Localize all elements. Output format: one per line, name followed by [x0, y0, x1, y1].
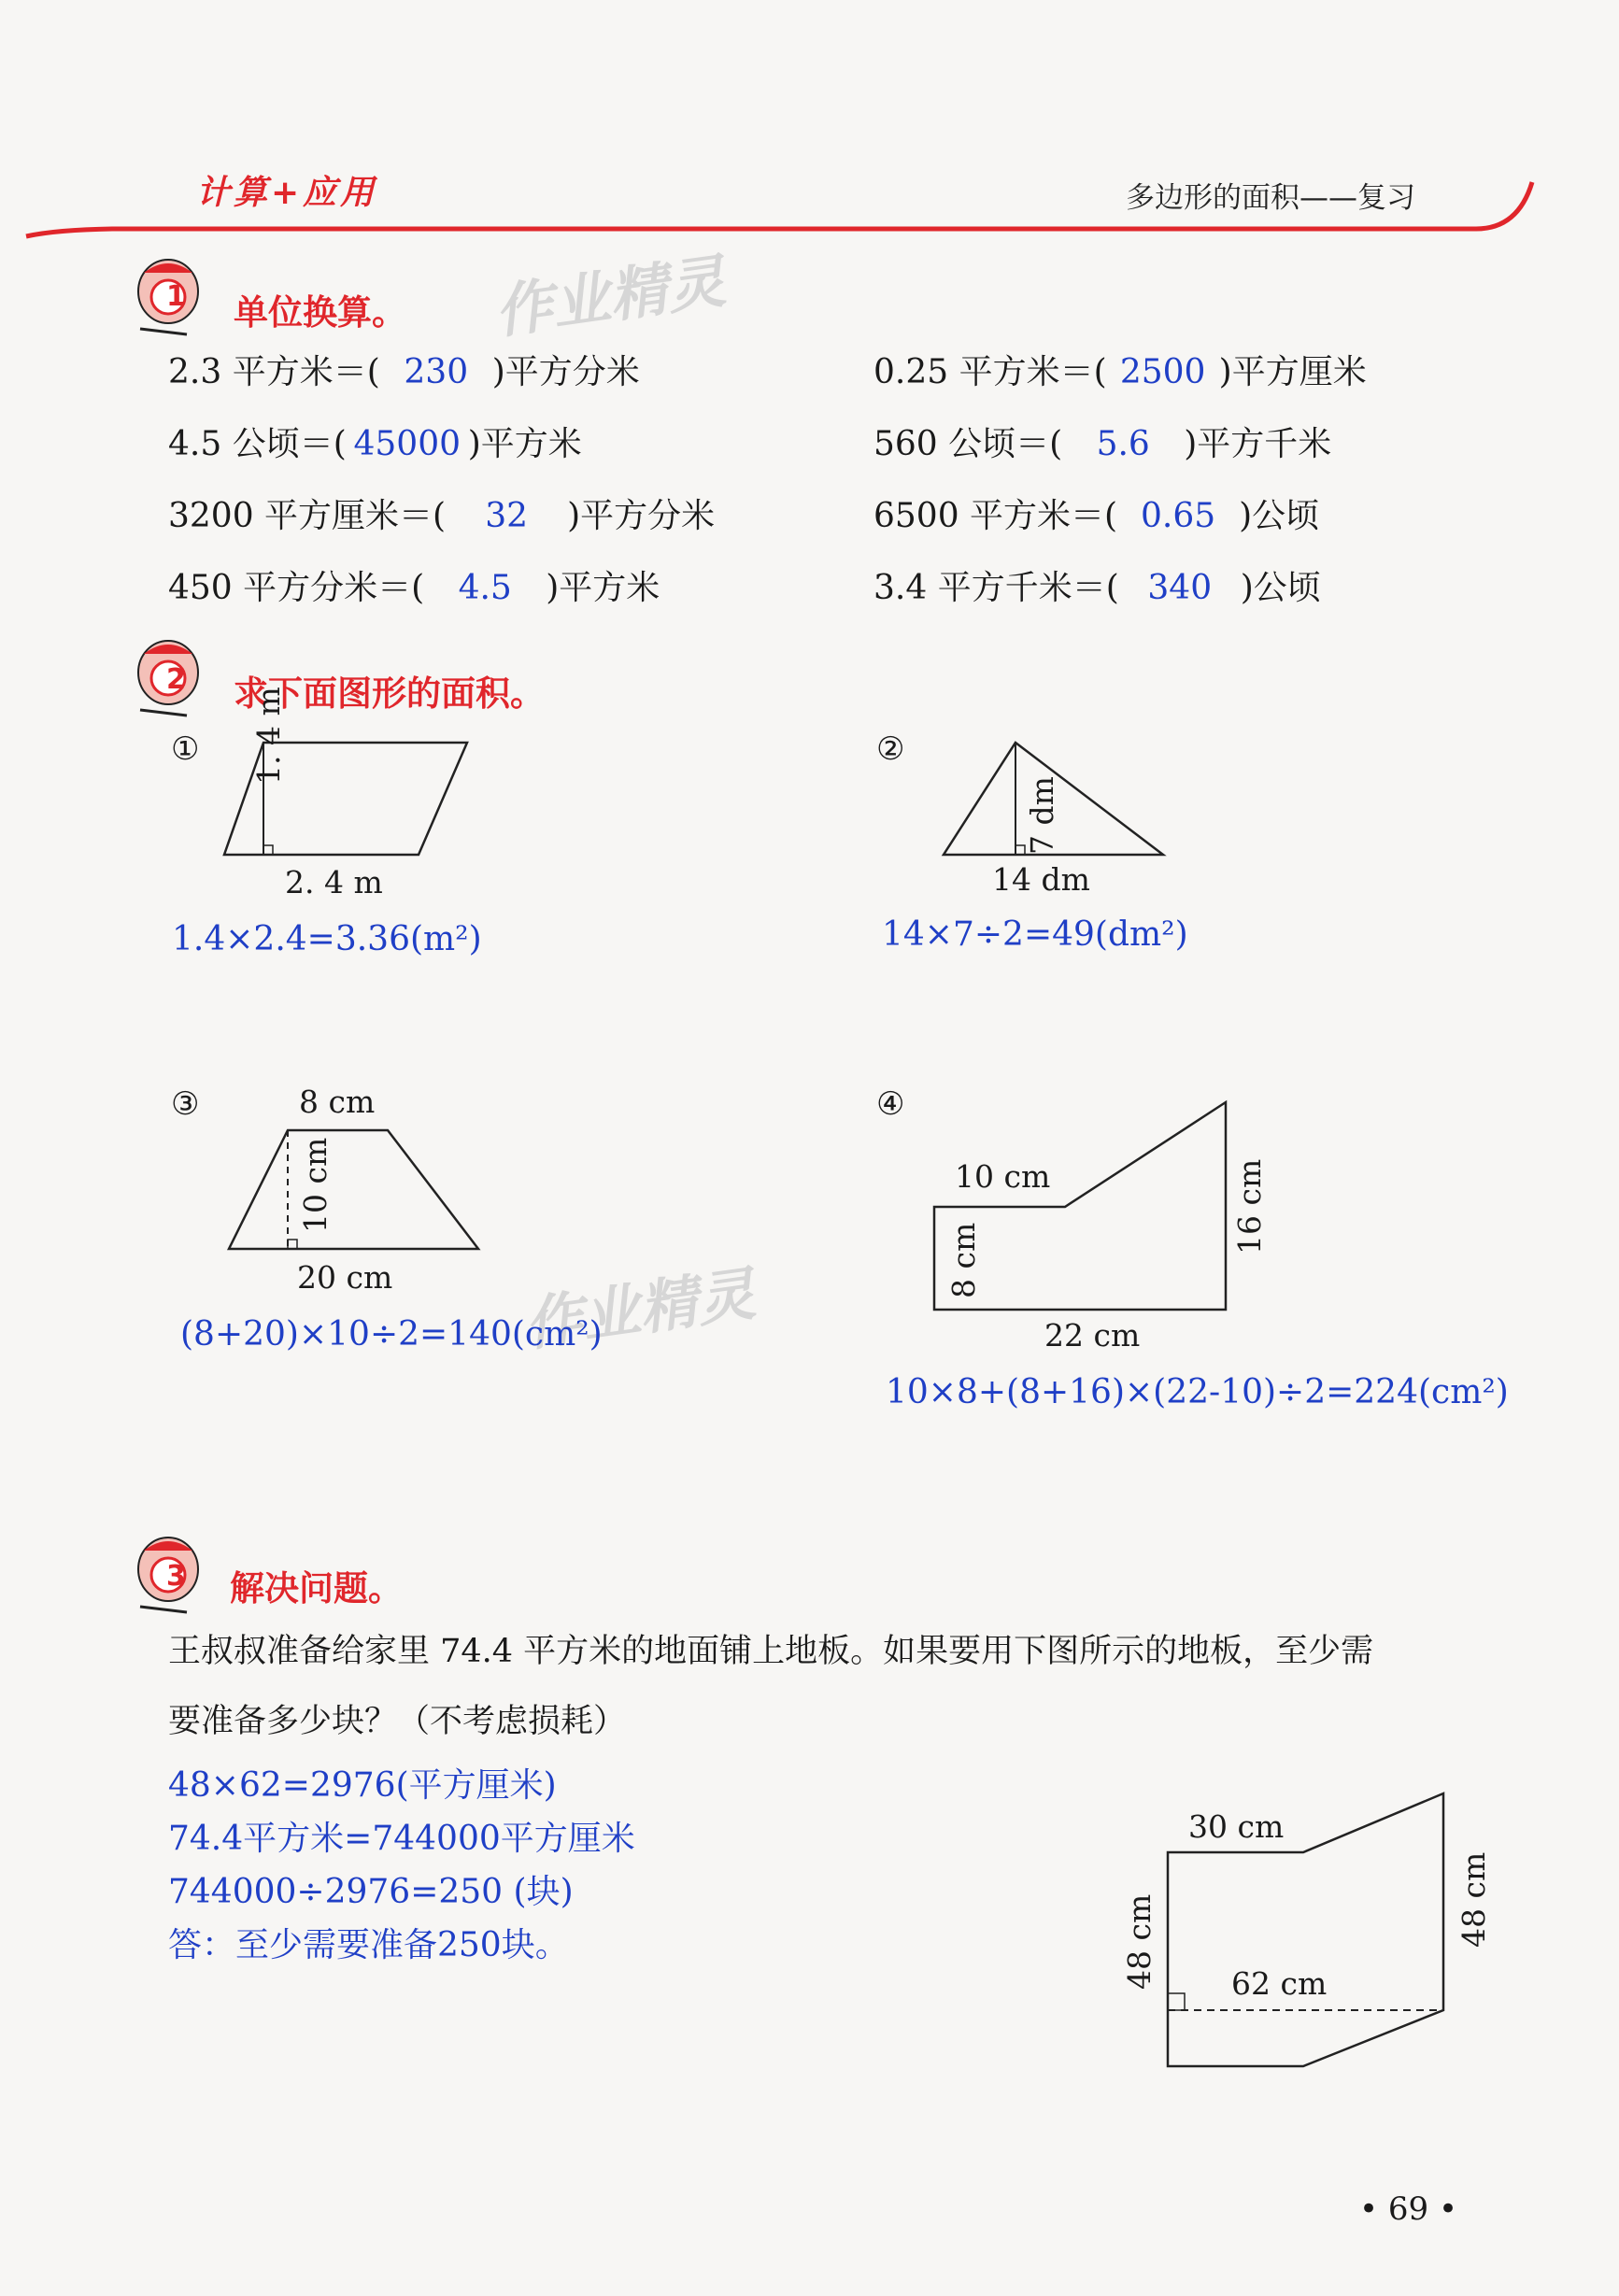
section3-title: 解决问题。 — [230, 1568, 403, 1609]
conversion-item: 2.3 平方米＝( 230 )平方分米 — [168, 353, 640, 391]
figure2-base-label: 14 dm — [992, 861, 1090, 898]
figure1-height-label: 1. 4 m — [250, 687, 287, 785]
solution-line: 74.4平方米=744000平方厘米 — [168, 1820, 635, 1858]
header-divider — [0, 0, 1619, 262]
solution-answer: 答：至少需要准备250块。 — [168, 1926, 569, 1964]
section2-number: 2 — [166, 663, 186, 696]
figure3-bottom-label: 20 cm — [297, 1259, 393, 1296]
figure1-base-label: 2. 4 m — [285, 864, 383, 900]
conversion-item: 450 平方分米＝( 4.5 )平方米 — [168, 569, 660, 607]
figure3-index: ③ — [171, 1085, 200, 1123]
section3-number: 3 — [166, 1560, 186, 1593]
question-line-1: 王叔叔准备给家里 74.4 平方米的地面铺上地板。如果要用下图所示的地板，至少需 — [168, 1633, 1374, 1670]
figure2-answer: 14×7÷2=49(dm²) — [882, 915, 1188, 954]
section2-title: 求下面图形的面积。 — [234, 673, 545, 714]
tile-right-label: 48 cm — [1456, 1851, 1492, 1948]
figure2-index: ② — [876, 730, 905, 768]
page-number: • 69 • — [1359, 2190, 1458, 2228]
watermark-top: 作业精灵 — [490, 247, 730, 347]
section1-number: 1 — [166, 280, 186, 313]
question-line-2: 要准备多少块？（不考虑损耗） — [168, 1703, 627, 1740]
figure1-index: ① — [171, 730, 200, 768]
conversion-item: 560 公顷＝( 5.6 )平方千米 — [873, 425, 1332, 463]
trapezoid-figure — [224, 1126, 486, 1256]
tile-left-label: 48 cm — [1121, 1893, 1157, 1990]
conversion-item: 6500 平方米＝( 0.65 )公顷 — [873, 497, 1320, 535]
solution-line: 744000÷2976=250 (块) — [168, 1873, 574, 1911]
figure3-height-label: 10 cm — [297, 1137, 334, 1233]
tile-top-label: 30 cm — [1188, 1808, 1285, 1845]
figure4-left-label: 8 cm — [945, 1222, 982, 1298]
conversion-item: 3200 平方厘米＝( 32 )平方分米 — [168, 497, 716, 535]
figure1-answer: 1.4×2.4=3.36(m²) — [172, 920, 482, 958]
conversion-item: 0.25 平方米＝( 2500 )平方厘米 — [873, 353, 1367, 391]
watermark-middle: 作业精灵 — [519, 1259, 760, 1359]
conversion-item: 3.4 平方千米＝( 340 )公顷 — [873, 569, 1321, 607]
figure3-top-label: 8 cm — [299, 1084, 376, 1120]
figure4-right-label: 16 cm — [1231, 1158, 1268, 1254]
tile-width-label: 62 cm — [1231, 1965, 1328, 2002]
section1-title: 单位换算。 — [234, 292, 406, 333]
figure4-bottom-label: 22 cm — [1044, 1317, 1141, 1354]
solution-line: 48×62=2976(平方厘米) — [168, 1766, 557, 1805]
figure2-height-label: 7 dm — [1024, 776, 1060, 855]
conversion-item: 4.5 公顷＝( 45000 )平方米 — [168, 425, 582, 463]
figure3-answer: (8+20)×10÷2=140(cm²) — [180, 1315, 603, 1354]
figure4-index: ④ — [876, 1085, 905, 1123]
figure4-top-label: 10 cm — [955, 1158, 1051, 1195]
header-right-title: 多边形的面积——复习 — [1126, 181, 1415, 215]
figure4-answer: 10×8+(8+16)×(22-10)÷2=224(cm²) — [886, 1373, 1509, 1411]
header-left-label: 计算+应用 — [196, 174, 378, 212]
